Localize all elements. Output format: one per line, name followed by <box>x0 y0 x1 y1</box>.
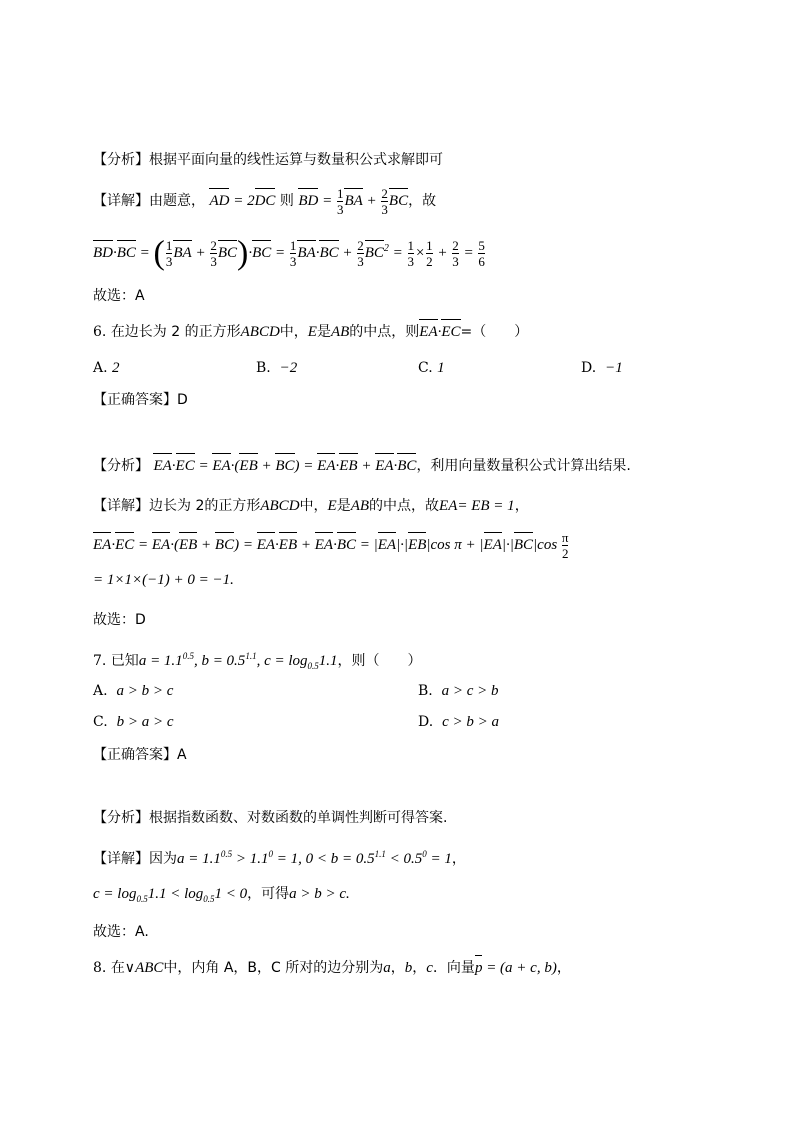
q7-answer: 【正确答案】A <box>93 747 187 763</box>
q6-option-c[interactable]: C. 1 <box>418 360 445 376</box>
q7-stem: 7. 已知$a = 1.1^{0.5}$, $b = 0.5^{1.1}$, $c = \log_{0.5}1.1$，则（ ） <box>93 651 422 671</box>
q6-option-a[interactable]: A. 2 <box>93 360 120 376</box>
q8-number: 8. <box>93 960 107 976</box>
q6-number: 6. <box>93 324 107 340</box>
q7-option-b[interactable]: B. a > c > b <box>418 683 499 699</box>
q5-eq2: BD = $\frac{1}{3}$ BA + $\frac{2}{3}$ BC <box>298 186 409 217</box>
q5-eq1: AD = 2DC <box>209 192 276 209</box>
q6-detail-equation: EA·EC = EA·(EB + BC) = EA·EB + EA·BC = |EA|·|EB|cos π + |EA|·|BC|cos $\frac{\pi}{2}$ <box>93 530 569 561</box>
q5-detail-tail: ，故 <box>408 192 437 209</box>
q7-detail-line2: $c = \log_{0.5}1.1 < \log_{0.5}1 < 0$，可得a > b > c. <box>93 886 350 904</box>
q6-analysis: 【分析】 EA·EC = EA·(EB + BC) = EA·EB + EA·BC，利用向量数量积公式计算出结果. <box>93 458 631 474</box>
q6-stem: 6. 在边长为 2 的正方形ABCD中，E是AB的中点，则EA·EC=（ ） <box>93 324 529 340</box>
q7-conclusion: 故选：A. <box>93 924 149 940</box>
q6-conclusion: 故选：D <box>93 612 146 628</box>
q5-detail-equation: BD·BC = ( $\frac{1}{3}$ BA + $\frac{2}{3}$ BC)·BC = $\frac{1}{3}$ BA·BC + $\frac{2}{3}$ $BC^2$ = $\frac{1}{3}$ × $\frac{1}{2}$ + $\frac{2}{3}$ = $\frac{5}{6}$ <box>93 234 485 272</box>
q5-detail-label: 【详解】 <box>93 192 149 209</box>
q6-detail: 【详解】边长为 2的正方形ABCD中，E是AB的中点，故EA= EB = 1， <box>93 498 529 514</box>
q5-detail-text: 由题意， <box>149 192 205 209</box>
q7-option-c[interactable]: C. b > a > c <box>93 714 174 730</box>
q7-number: 7. <box>93 653 107 669</box>
q7-detail: 【详解】因为$a = 1.1^{0.5} > 1.1^0 = 1$, $0 < b = 0.5^{1.1} < 0.5^0 = 1$， <box>93 849 466 867</box>
q6-detail-line2: = 1×1×(−1) + 0 = −1. <box>93 572 234 588</box>
q7-analysis: 【分析】根据指数函数、对数函数的单调性判断可得答案. <box>93 810 448 826</box>
q6-option-b[interactable]: B. −2 <box>256 360 298 376</box>
q5-conclusion: 故选：A <box>93 288 145 304</box>
q6-option-d[interactable]: D. −1 <box>581 360 623 376</box>
q7-option-d[interactable]: D. c > b > a <box>418 714 499 730</box>
q5-detail-line: 【详解】由题意， AD = 2DC 则 BD = $\frac{1}{3}$ BA + $\frac{2}{3}$ BC，故 <box>93 186 437 217</box>
q6-answer: 【正确答案】D <box>93 392 188 408</box>
q5-analysis: 【分析】根据平面向量的线性运算与数量积公式求解即可 <box>93 152 443 168</box>
q8-stem: 8. 在∨ABC中，内角 A，B，C 所对的边分别为a，b，c．向量p = (a + c, b)， <box>93 960 571 976</box>
q7-option-a[interactable]: A. a > b > c <box>93 683 174 699</box>
